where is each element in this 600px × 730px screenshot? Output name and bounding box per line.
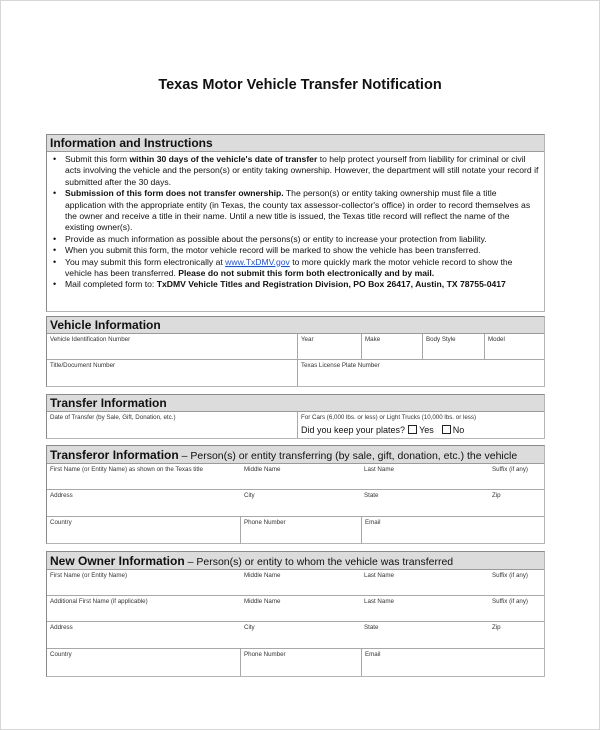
make-field[interactable]: Make	[361, 334, 422, 359]
new-owner-row-1	[47, 570, 544, 596]
new-owner-header: New Owner Information – Person(s) or entity to whom the vehicle was transferred	[47, 552, 544, 570]
vin-field[interactable]: Vehicle Identification Number	[50, 336, 131, 343]
transfer-section	[46, 394, 545, 439]
transfer-row	[47, 412, 544, 438]
new-owner-email-field[interactable]: Email	[361, 649, 545, 676]
title-number-field[interactable]: Title/Document Number	[50, 362, 116, 369]
vehicle-row-2	[47, 360, 544, 386]
transferor-country-field[interactable]: Country	[50, 519, 72, 526]
transfer-header: Transfer Information	[47, 395, 544, 412]
instruction-item: • Submit this form within 30 days of the vehicle's date of transfer to help protect yourself from liability for criminal or civil acts involving the vehicle and the person(s) or entity taking ownership. However, the department will still notate your record if submitted after the 30 days.	[47, 154, 544, 188]
plates-cell: For Cars (6,000 lbs. or less) or Light Trucks (10,000 lbs. or less) Did you keep your plates? Yes No	[297, 412, 545, 438]
new-owner-row-3	[47, 622, 544, 649]
transferor-state-field[interactable]: State	[364, 492, 379, 499]
transferor-middle-name-field[interactable]: Middle Name	[244, 466, 281, 473]
transferor-row-1	[47, 464, 544, 490]
txdmv-link[interactable]: www.TxDMV.gov	[225, 256, 290, 267]
vehicle-row-1	[47, 334, 544, 360]
new-owner-middle-name-2-field[interactable]: Middle Name	[244, 598, 281, 605]
instructions-section	[46, 134, 545, 312]
no-checkbox[interactable]	[442, 425, 451, 434]
body-style-field[interactable]: Body Style	[422, 334, 484, 359]
model-field[interactable]: Model	[484, 334, 545, 359]
instruction-item: • Provide as much information as possible about the persons(s) or entity to increase your protection from liability.	[47, 234, 544, 245]
plates-question: Did you keep your plates? Yes No	[301, 425, 465, 435]
yes-checkbox[interactable]	[408, 425, 417, 434]
new-owner-first-name-field[interactable]: First Name (or Entity Name)	[50, 572, 128, 579]
new-owner-last-name-field[interactable]: Last Name	[364, 572, 394, 579]
new-owner-zip-field[interactable]: Zip	[492, 624, 501, 631]
transferor-zip-field[interactable]: Zip	[492, 492, 501, 499]
new-owner-state-field[interactable]: State	[364, 624, 379, 631]
new-owner-phone-field[interactable]: Phone Number	[240, 649, 361, 676]
vehicle-section	[46, 316, 545, 387]
instruction-item: • When you submit this form, the motor vehicle record will be marked to show the vehicle has been transferred.	[47, 245, 544, 256]
year-field[interactable]: Year	[297, 334, 361, 359]
transferor-header: Transferor Information – Person(s) or entity transferring (by sale, gift, donation, etc.) the vehicle	[47, 446, 544, 464]
transfer-date-field[interactable]: Date of Transfer (by Sale, Gift, Donation, etc.)	[50, 414, 176, 421]
instructions-header: Information and Instructions	[47, 135, 544, 152]
new-owner-address-field[interactable]: Address	[50, 624, 73, 631]
new-owner-city-field[interactable]: City	[244, 624, 255, 631]
new-owner-country-field[interactable]: Country	[50, 651, 72, 658]
instruction-item: • Mail completed form to: TxDMV Vehicle Titles and Registration Division, PO Box 26417, Austin, TX 78755-0417	[47, 279, 544, 290]
transferor-last-name-field[interactable]: Last Name	[364, 466, 394, 473]
new-owner-last-name-2-field[interactable]: Last Name	[364, 598, 394, 605]
transferor-section	[46, 445, 545, 544]
new-owner-suffix-field[interactable]: Suffix (if any)	[492, 572, 528, 579]
instruction-item: • Submission of this form does not transfer ownership. The person(s) or entity taking ownership must file a title application with the appropriate entity (in Texas, the county tax assessor-collector's office) in order to record themselves as the owner and receive a title in their name. Until a new title is issued, the Texas title record will reflect the name of the existing owner(s).	[47, 188, 544, 234]
new-owner-additional-first-name-field[interactable]: Additional First Name (if applicable)	[50, 598, 148, 605]
plate-number-field[interactable]: Texas License Plate Number	[297, 360, 545, 386]
document-title: Texas Motor Vehicle Transfer Notification	[158, 77, 442, 93]
transferor-row-2	[47, 490, 544, 517]
transferor-email-field[interactable]: Email	[361, 517, 545, 544]
transferor-city-field[interactable]: City	[244, 492, 255, 499]
vehicle-header: Vehicle Information	[47, 317, 544, 334]
new-owner-suffix-2-field[interactable]: Suffix (if any)	[492, 598, 528, 605]
instruction-item: • You may submit this form electronically at www.TxDMV.gov to more quickly mark the motor vehicle record to show the vehicle has been transferred. Please do not submit this form both electronically and by mail.	[47, 257, 544, 280]
new-owner-row-2	[47, 596, 544, 622]
transferor-address-field[interactable]: Address	[50, 492, 73, 499]
new-owner-middle-name-field[interactable]: Middle Name	[244, 572, 281, 579]
instructions-list	[47, 152, 544, 293]
transferor-suffix-field[interactable]: Suffix (if any)	[492, 466, 528, 473]
transferor-row-3	[47, 517, 544, 544]
transferor-phone-field[interactable]: Phone Number	[240, 517, 361, 544]
new-owner-row-4	[47, 649, 544, 676]
new-owner-section	[46, 551, 545, 677]
transferor-first-name-field[interactable]: First Name (or Entity Name) as shown on the Texas title	[50, 466, 203, 473]
